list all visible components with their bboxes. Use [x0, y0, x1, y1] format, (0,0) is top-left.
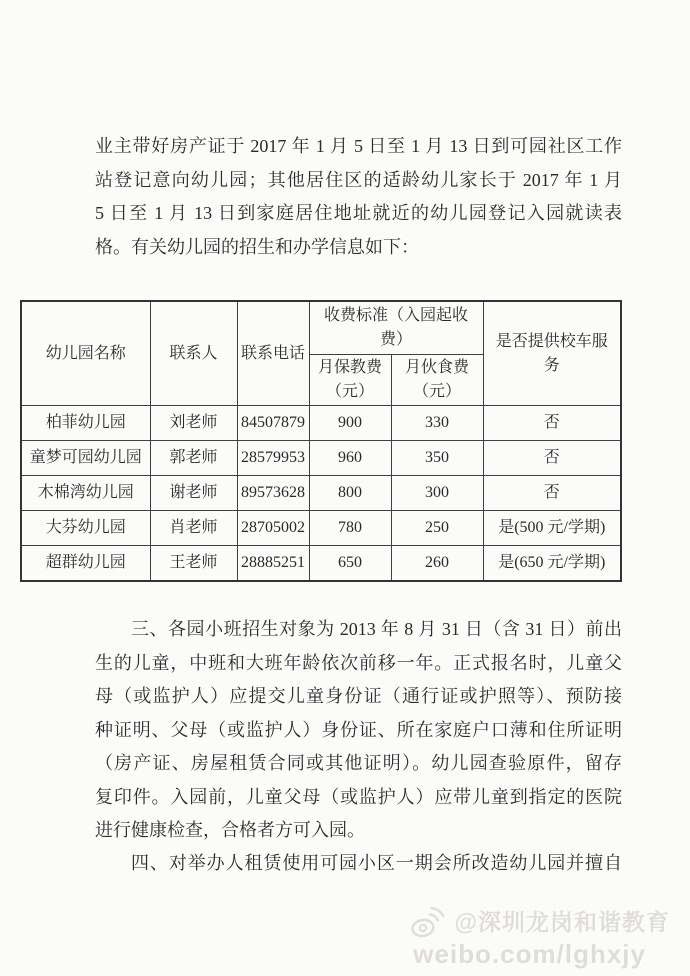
weibo-watermark: [409, 905, 670, 968]
bus-label: 是否提供校车服务: [495, 332, 608, 374]
weibo-icon: [406, 902, 449, 942]
cell-contact: 谢老师: [150, 476, 237, 511]
section-four-paragraph: [95, 847, 622, 881]
tuition-label: 月保教费（元）: [317, 359, 382, 400]
col-header-tuition: [309, 355, 391, 406]
text-line: 站登记意向幼儿园；其他居住区的适龄幼儿家长于 2017 年 1 月: [95, 169, 622, 190]
kindergarten-table: [20, 300, 622, 582]
cell-bus: 否: [483, 406, 621, 441]
cell-tuition: 900: [309, 406, 391, 441]
col-header-name: 幼儿园名称: [21, 301, 150, 406]
col-header-meal: [391, 355, 483, 406]
text-line: 进行健康检查，合格者方可入园。: [95, 820, 365, 840]
meal-label: 月伙食费（元）: [404, 359, 469, 400]
col-header-phone: 联系电话: [237, 301, 309, 406]
cell-meal: 330: [391, 406, 483, 441]
text-line: 复印件。入园前，儿童父母（或监护人）应带儿童到指定的医院: [95, 786, 622, 807]
table-row: [21, 476, 621, 511]
cell-phone: 28579953: [237, 441, 309, 476]
cell-name: 柏菲幼儿园: [21, 406, 150, 441]
section-three-paragraph: [95, 613, 622, 848]
col-header-contact: 联系人: [150, 301, 237, 406]
cell-tuition: 780: [309, 511, 391, 546]
text-line: 四、对举办人租赁使用可园小区一期会所改造幼儿园并擅自: [131, 853, 622, 873]
intro-paragraph: [95, 130, 622, 264]
table-row: [21, 441, 621, 476]
text-line: （房产证、房屋租赁合同或其他证明）。幼儿园查验原件，留存: [95, 753, 622, 773]
col-header-bus: [483, 301, 621, 406]
table-row: [21, 546, 621, 582]
cell-phone: 28885251: [237, 546, 309, 582]
cell-bus: 否: [483, 441, 621, 476]
cell-contact: 郭老师: [150, 441, 237, 476]
cell-phone: 28705002: [237, 511, 309, 546]
text-line: 格。有关幼儿园的招生和办学信息如下：: [95, 236, 419, 257]
cell-bus: 是(650 元/学期): [483, 546, 621, 582]
text-line: 生的儿童，中班和大班年龄依次前移一年。正式报名时，儿童父: [95, 652, 622, 673]
cell-name: 大芬幼儿园: [21, 511, 150, 546]
cell-meal: 350: [391, 441, 483, 476]
cell-contact: 王老师: [150, 546, 237, 582]
cell-meal: 300: [391, 476, 483, 511]
cell-name: 木棉湾幼儿园: [21, 476, 150, 511]
text-line: 业主带好房产证于 2017 年 1 月 5 日至 1 月 13 日到可园社区工作: [95, 136, 622, 156]
col-header-fee-group: [309, 301, 483, 355]
cell-tuition: 650: [309, 546, 391, 582]
cell-name: 超群幼儿园: [21, 546, 150, 582]
cell-contact: 刘老师: [150, 406, 237, 441]
cell-contact: 肖老师: [150, 511, 237, 546]
cell-meal: 260: [391, 546, 483, 582]
cell-tuition: 800: [309, 476, 391, 511]
text-line: 5 日至 1 月 13 日到家庭居住地址就近的幼儿园登记入园就读表: [95, 203, 622, 223]
text-line: 母（或监护人）应提交儿童身份证（通行证或护照等）、预防接: [95, 686, 622, 706]
cell-phone: 89573628: [237, 476, 309, 511]
table-row: [21, 511, 621, 546]
fee-group-label: 收费标准（入园起收费）: [323, 307, 468, 348]
table-row: [21, 406, 621, 441]
cell-name: 童梦可园幼儿园: [21, 441, 150, 476]
watermark-handle: @深圳龙岗和谐教育: [454, 909, 670, 935]
cell-bus: 是(500 元/学期): [483, 511, 621, 546]
watermark-url: weibo.com/lghxjy: [413, 939, 646, 969]
text-line: 种证明、父母（或监护人）身份证、所在家庭户口薄和住所证明: [95, 719, 622, 740]
cell-phone: 84507879: [237, 406, 309, 441]
cell-bus: 否: [483, 476, 621, 511]
cell-tuition: 960: [309, 441, 391, 476]
cell-meal: 250: [391, 511, 483, 546]
table-header-row: [21, 301, 621, 355]
text-line: 三、各园小班招生对象为 2013 年 8 月 31 日（含 31 日）前出: [131, 619, 622, 639]
